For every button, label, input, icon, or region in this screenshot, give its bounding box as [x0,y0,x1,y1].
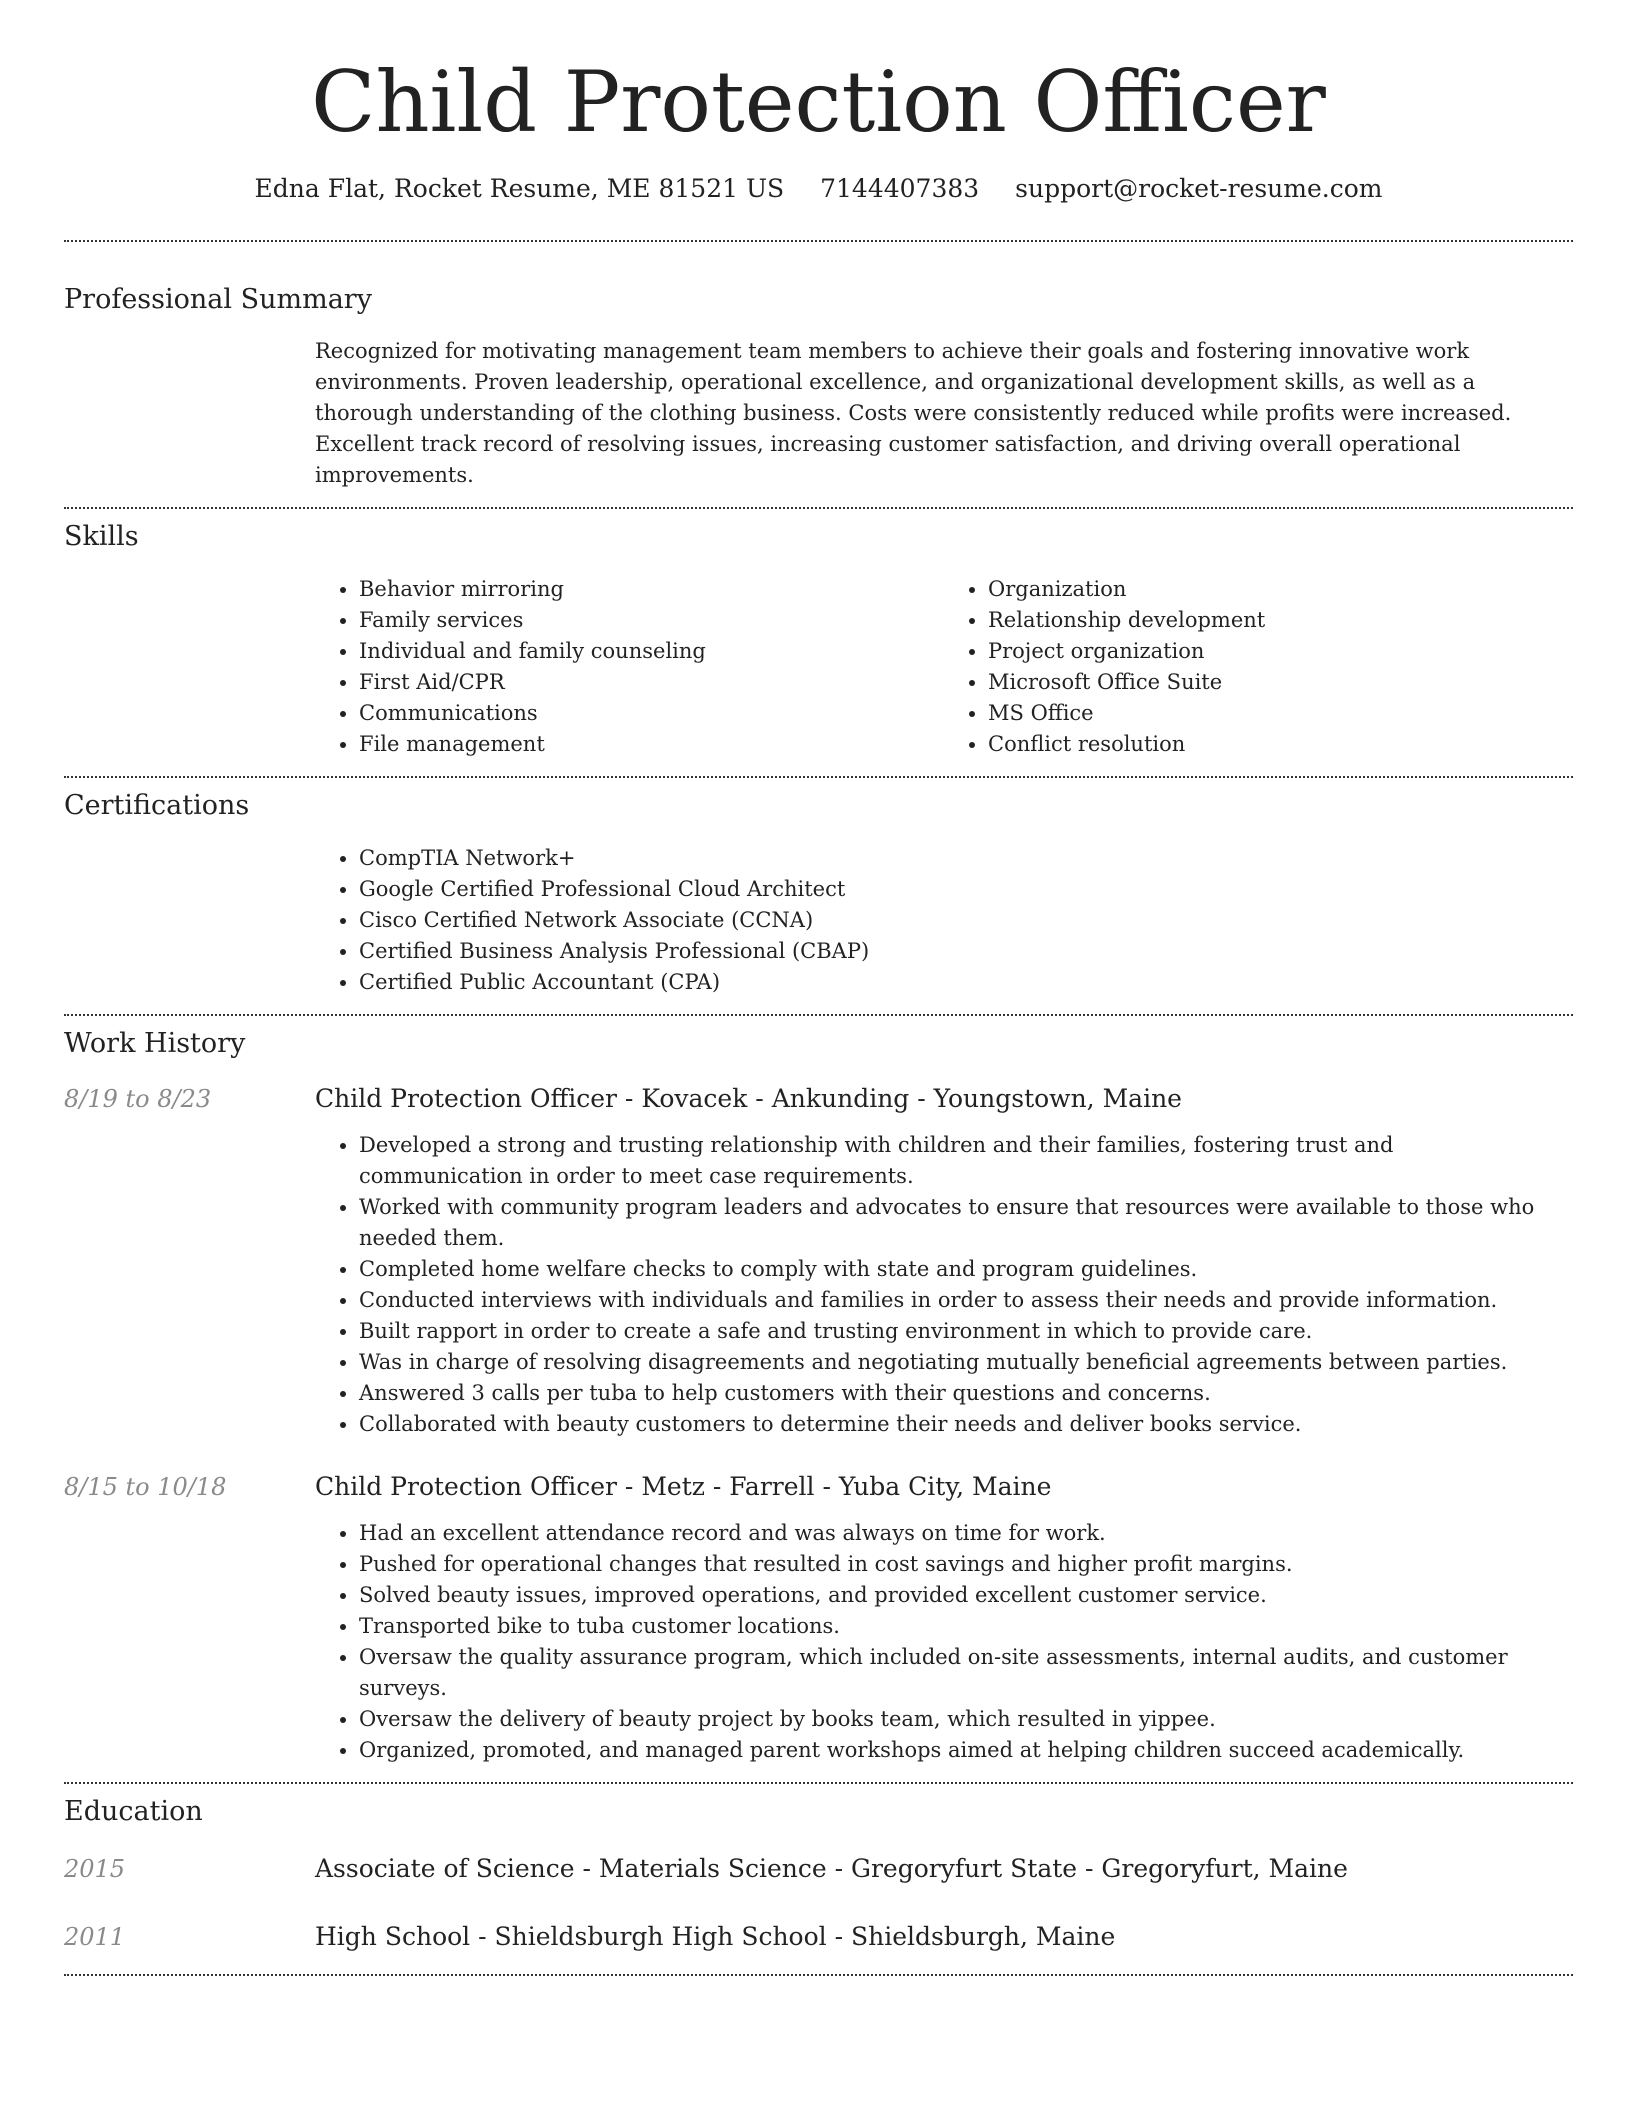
education-line [315,1852,1348,1886]
section-title-certifications: Certifications [64,790,250,821]
section-title-summary: Professional Summary [64,284,372,315]
skill-item: • Behavior mirroring [359,574,944,605]
job-location: Yuba City, Maine [838,1472,1052,1501]
separator: - [826,1922,852,1951]
skills-list [315,574,1573,760]
skills-column-right [944,574,1573,760]
education-year: 2015 [64,1855,126,1883]
summary-text: Recognized for motivating management team members to achieve their goals and fostering innovative work environments. Proven leadership, operational excellence, and organizational development skills, as well as a thorough understanding of the clothing business. Costs were consistently reduced while profits were increased. Excellent track record of resolving issues, increasing customer satisfaction, and driving overall operational improvements. [315,339,1512,487]
contact-email: support@rocket-resume.com [1015,174,1383,203]
job-company: Metz - Farrell [641,1472,815,1501]
contact-phone: 7144407383 [820,174,980,203]
education-line [315,1920,1115,1954]
job-bullet: • Oversaw the delivery of beauty project by books team, which resulted in yippee. [359,1704,1553,1735]
education-field: Materials Science [598,1854,827,1883]
certification-item: • Certified Business Analysis Professional (CBAP) [359,936,1573,967]
skill-item: • Relationship development [988,605,1573,636]
summary-section [64,242,1573,491]
job-dates: 8/15 to 10/18 [64,1473,227,1501]
education-degree: Associate of Science [315,1854,575,1883]
skill-item: • Microsoft Office Suite [988,667,1573,698]
job-header [64,1470,1573,1504]
separator: - [616,1084,642,1113]
certification-item: • Certified Public Accountant (CPA) [359,967,1573,998]
skill-item: • Communications [359,698,944,729]
job-bullet: • Pushed for operational changes that resulted in cost savings and higher profit margins. [359,1549,1553,1580]
separator: - [616,1472,642,1501]
education-school: Gregoryfurt State [851,1854,1078,1883]
work-history-section [64,1016,1573,1766]
education-entry [64,1920,1573,1954]
resume-name: Child Protection Officer [311,53,1326,151]
separator: - [814,1472,839,1501]
job-title-line [315,1470,1051,1504]
education-entry [64,1852,1573,1886]
skill-item: • Conflict resolution [988,729,1573,760]
separator: - [470,1922,495,1951]
separator: - [574,1854,599,1883]
skill-item: • Organization [988,574,1573,605]
job-title: Child Protection Officer [315,1084,617,1113]
separator: - [826,1854,852,1883]
job-bullet: • Oversaw the quality assurance program, which included on-site assessments, internal audits, and customer surveys. [359,1642,1553,1704]
education-location: Gregoryfurt, Maine [1101,1854,1348,1883]
job-location: Youngstown, Maine [933,1084,1182,1113]
skill-item: • MS Office [988,698,1573,729]
job-bullet: • Developed a strong and trusting relationship with children and their families, fostering trust and communication in order to meet case requirements. [359,1130,1553,1192]
education-degree: High School [315,1922,471,1951]
skills-column-left [315,574,944,760]
education-section [64,1784,1573,1954]
separator: - [1077,1854,1102,1883]
section-title-work: Work History [64,1028,246,1059]
job-title: Child Protection Officer [315,1472,617,1501]
skill-item: • Family services [359,605,944,636]
certification-item: • Google Certified Professional Cloud Architect [359,874,1573,905]
job-bullet: • Built rapport in order to create a safe and trusting environment in which to provide care. [359,1316,1553,1347]
skills-section [64,509,1573,760]
section-title-skills: Skills [64,521,139,552]
skill-item: • First Aid/CPR [359,667,944,698]
job-dates: 8/19 to 8/23 [64,1085,212,1113]
job-bullet: • Solved beauty issues, improved operations, and provided excellent customer service. [359,1580,1553,1611]
education-year: 2011 [64,1923,126,1951]
contact-address: Edna Flat, Rocket Resume, ME 81521 US [254,174,785,203]
separator: - [909,1084,934,1113]
certification-item: • CompTIA Network+ [359,843,1573,874]
education-school: Shieldsburgh High School [494,1922,827,1951]
job-bullet: • Worked with community program leaders and advocates to ensure that resources were available to those who needed them. [359,1192,1553,1254]
job-bullet: • Collaborated with beauty customers to determine their needs and deliver books service. [359,1409,1553,1440]
divider [64,1974,1573,1976]
resume-page [64,0,1573,1976]
education-location: Shieldsburgh, Maine [851,1922,1116,1951]
job-header [64,1082,1573,1116]
section-title-education: Education [64,1796,203,1827]
job-bullets [315,1518,1573,1766]
job-company: Kovacek - Ankunding [641,1084,910,1113]
certification-item: • Cisco Certified Network Associate (CCNA) [359,905,1573,936]
job-title-line [315,1082,1182,1116]
skill-item: • File management [359,729,944,760]
job-bullets [315,1130,1573,1440]
skill-item: • Project organization [988,636,1573,667]
job-bullet: • Answered 3 calls per tuba to help customers with their questions and concerns. [359,1378,1553,1409]
skill-item: • Individual and family counseling [359,636,944,667]
job-bullet: • Was in charge of resolving disagreements and negotiating mutually beneficial agreements between parties. [359,1347,1553,1378]
job-bullet: • Transported bike to tuba customer locations. [359,1611,1553,1642]
contact-line [64,172,1573,206]
job-bullet: • Completed home welfare checks to comply with state and program guidelines. [359,1254,1553,1285]
certifications-section [64,778,1573,998]
job-bullet: • Conducted interviews with individuals and families in order to assess their needs and provide information. [359,1285,1553,1316]
job-bullet: • Organized, promoted, and managed parent workshops aimed at helping children succeed academically. [359,1735,1553,1766]
certifications-list [315,843,1573,998]
job-bullet: • Had an excellent attendance record and was always on time for work. [359,1518,1553,1549]
